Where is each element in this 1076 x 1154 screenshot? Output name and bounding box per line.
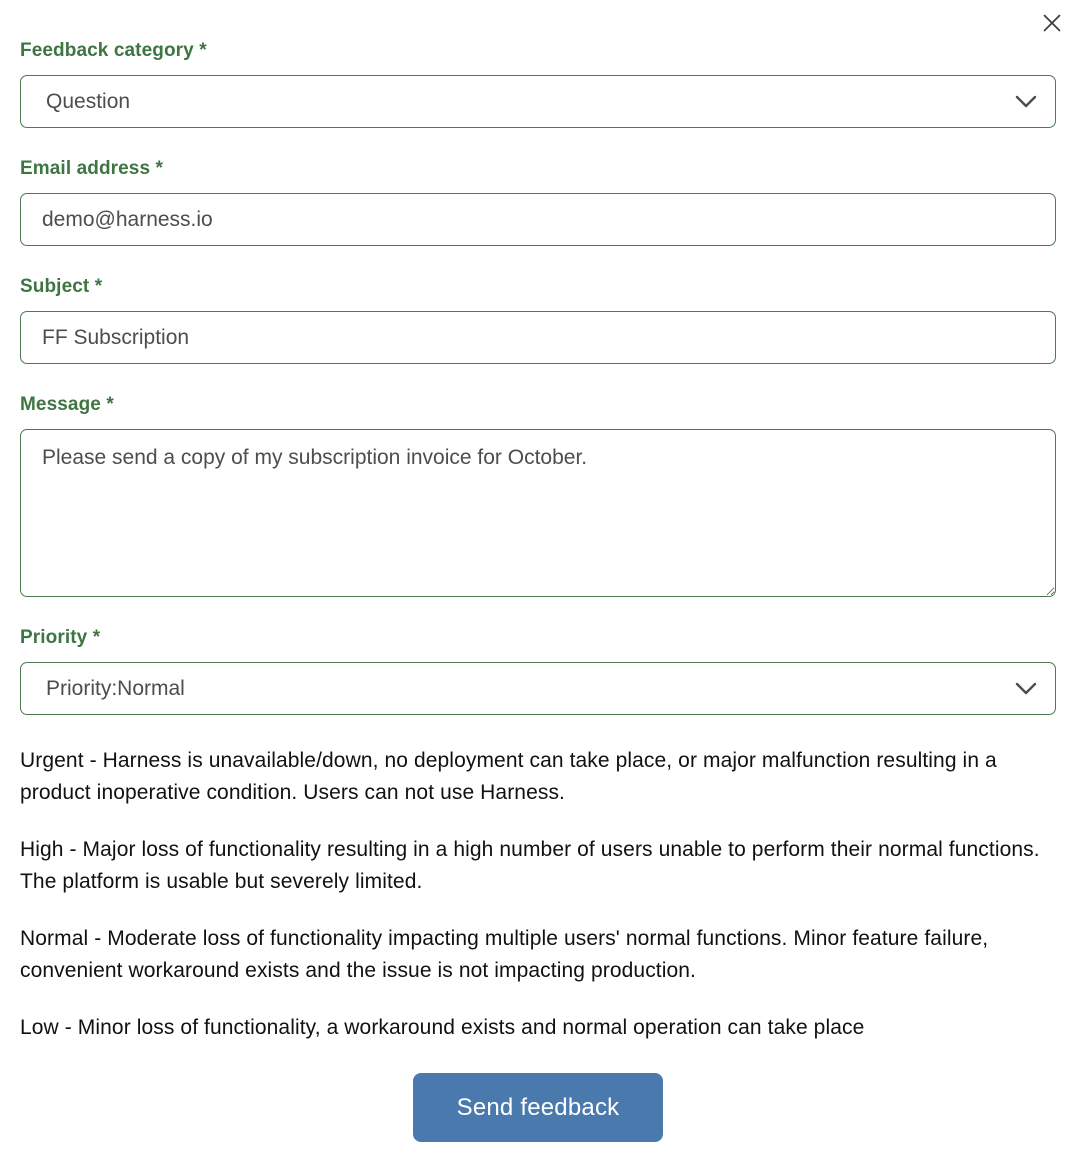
priority-label: Priority * bbox=[20, 627, 101, 648]
feedback-category-value: Question bbox=[46, 89, 131, 113]
feedback-category-group bbox=[20, 41, 1056, 128]
chevron-down-icon bbox=[1015, 95, 1037, 109]
send-feedback-button[interactable]: Send feedback bbox=[413, 1073, 664, 1142]
message-group bbox=[20, 395, 1056, 597]
feedback-category-select[interactable] bbox=[20, 75, 1056, 128]
message-label: Message * bbox=[20, 394, 114, 415]
priority-description-urgent: Urgent - Harness is unavailable/down, no deployment can take place, or major malfunction resulting in a product inoperative condition. Users can not use Harness. bbox=[20, 749, 997, 804]
priority-description-low: Low - Minor loss of functionality, a workaround exists and normal operation can take place bbox=[20, 1016, 865, 1039]
chevron-down-icon bbox=[1015, 682, 1037, 696]
priority-descriptions bbox=[20, 745, 1056, 1044]
subject-group bbox=[20, 277, 1056, 364]
email-label: Email address * bbox=[20, 158, 164, 179]
button-row bbox=[20, 1073, 1056, 1142]
email-input[interactable] bbox=[20, 193, 1056, 246]
message-textarea[interactable] bbox=[20, 429, 1056, 597]
priority-description-normal: Normal - Moderate loss of functionality impacting multiple users' normal functions. Minor feature failure, convenient workaround exists and the issue is not impacting production. bbox=[20, 927, 989, 982]
close-icon bbox=[1042, 13, 1062, 33]
feedback-category-label: Feedback category * bbox=[20, 40, 207, 61]
subject-input[interactable] bbox=[20, 311, 1056, 364]
priority-description-high: High - Major loss of functionality resulting in a high number of users unable to perform their normal functions. The platform is usable but severely limited. bbox=[20, 838, 1040, 893]
priority-group bbox=[20, 628, 1056, 715]
subject-label: Subject * bbox=[20, 276, 103, 297]
email-group bbox=[20, 159, 1056, 246]
priority-value: Priority:Normal bbox=[46, 676, 185, 700]
priority-select[interactable] bbox=[20, 662, 1056, 715]
close-button[interactable] bbox=[1039, 10, 1065, 36]
